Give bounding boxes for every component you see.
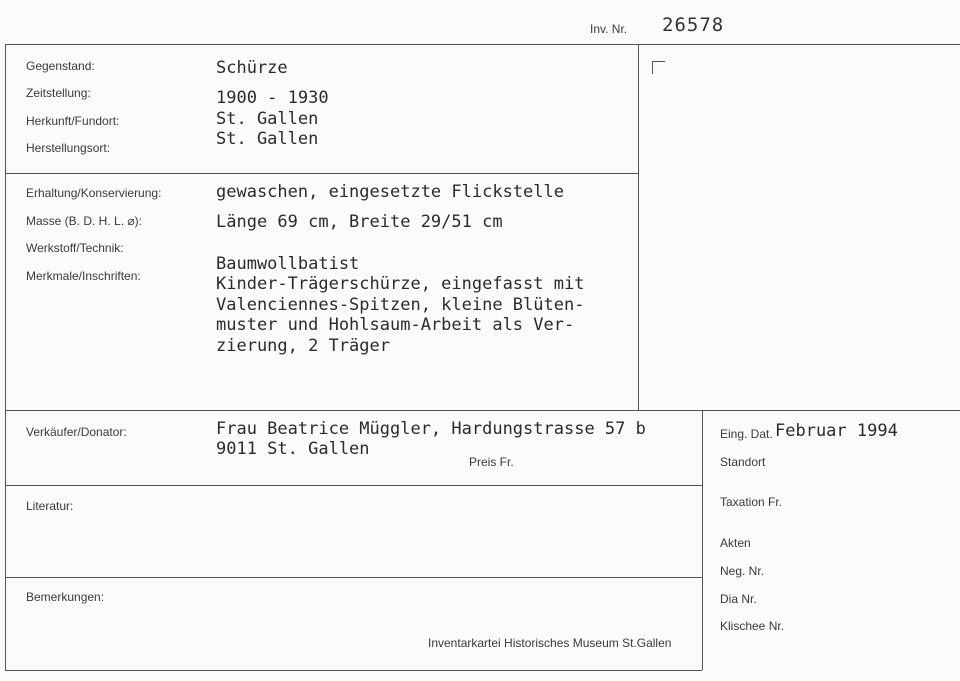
label-erhaltung: Erhaltung/Konservierung: bbox=[26, 186, 162, 200]
label-gegenstand: Gegenstand: bbox=[26, 59, 95, 73]
footer-text: Inventarkartei Historisches Museum St.Gallen bbox=[428, 636, 672, 650]
rule-left-edge bbox=[5, 44, 6, 670]
label-bemerkungen: Bemerkungen: bbox=[26, 590, 105, 604]
label-preis: Preis Fr. bbox=[469, 455, 514, 469]
label-klischee-nr: Klischee Nr. bbox=[720, 619, 785, 633]
label-merkmale: Merkmale/Inschriften: bbox=[26, 269, 141, 283]
rule-seller-bottom bbox=[5, 485, 702, 486]
label-neg-nr: Neg. Nr. bbox=[720, 564, 765, 578]
merkmale-line: muster und Hohlsaum-Arbeit als Ver- bbox=[216, 315, 575, 335]
inv-label: Inv. Nr. bbox=[590, 22, 628, 36]
rule-top bbox=[5, 44, 960, 45]
rule-bottom bbox=[5, 670, 702, 671]
value-merkmale bbox=[216, 274, 584, 356]
label-werkstoff: Werkstoff/Technik: bbox=[26, 241, 124, 255]
label-herstellungsort: Herstellungsort: bbox=[26, 141, 111, 155]
label-taxation: Taxation Fr. bbox=[720, 495, 783, 509]
rule-object-bottom bbox=[5, 173, 638, 174]
merkmale-line: Valenciennes-Spitzen, kleine Blüten- bbox=[216, 294, 585, 315]
value-herstellungsort: St. Gallen bbox=[216, 129, 319, 149]
value-erhaltung: gewaschen, eingesetzte Flickstelle bbox=[216, 182, 564, 202]
value-herkunft: St. Gallen bbox=[216, 109, 319, 129]
rule-condition-bottom bbox=[5, 410, 960, 411]
label-verkaeufer: Verkäufer/Donator: bbox=[26, 425, 127, 439]
rule-literature-bottom bbox=[5, 577, 702, 578]
label-akten: Akten bbox=[720, 536, 751, 550]
label-standort: Standort bbox=[720, 455, 766, 469]
value-zeitstellung: 1900 - 1930 bbox=[216, 88, 329, 108]
value-eing-dat: Februar 1994 bbox=[775, 421, 898, 441]
value-gegenstand: Schürze bbox=[216, 58, 288, 78]
label-eing-dat: Eing. Dat. bbox=[720, 427, 773, 441]
value-werkstoff: Baumwollbatist bbox=[216, 254, 360, 274]
value-verkaeufer-line2: 9011 St. Gallen bbox=[216, 439, 370, 459]
label-zeitstellung: Zeitstellung: bbox=[26, 86, 91, 100]
merkmale-line: Kinder-Trägerschürze, eingefasst mit bbox=[216, 274, 585, 294]
inv-number: 26578 bbox=[662, 14, 725, 36]
rule-upper-divider bbox=[638, 44, 639, 410]
photo-corner-mark bbox=[652, 61, 665, 74]
label-masse: Masse (B. D. H. L. ⌀): bbox=[26, 214, 142, 228]
label-herkunft: Herkunft/Fundort: bbox=[26, 114, 120, 128]
merkmale-line: zierung, 2 Träger bbox=[216, 335, 390, 356]
value-masse: Länge 69 cm, Breite 29/51 cm bbox=[216, 212, 503, 232]
label-literatur: Literatur: bbox=[26, 499, 74, 513]
rule-lower-divider bbox=[702, 410, 703, 670]
value-verkaeufer-line1: Frau Beatrice Müggler, Hardungstrasse 57 b bbox=[216, 419, 646, 439]
label-dia-nr: Dia Nr. bbox=[720, 592, 757, 606]
